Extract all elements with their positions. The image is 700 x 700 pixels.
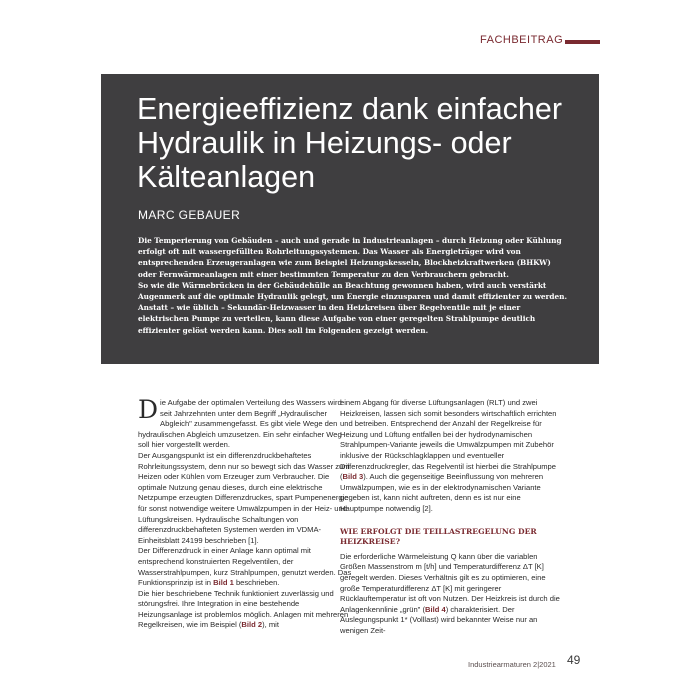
body-paragraph bbox=[138, 589, 355, 631]
lead-paragraph: Anstatt – wie üblich – Sekundär-Heizwasser in den Heizkreisen über Regelventile mit je einer elektrischen Pumpe zu verteilen, kann diese Aufgabe von einer geregelten Strahlpumpe deutlich effizienter gelöst werden kann. Dies soll im Folgenden gezeigt werden. bbox=[138, 303, 536, 335]
section-tag: FACHBEITRAG bbox=[480, 34, 564, 46]
body-column-left bbox=[138, 395, 355, 631]
body-column-right bbox=[340, 398, 562, 636]
figure-reference-link[interactable]: Bild 4 bbox=[425, 604, 446, 614]
paragraph-text: Der Differenzdruck in einer Anlage kann optimal mit entsprechend konstruierten Regelventilen, der Wasserstrahlpumpen, kurz Strahlpumpen, genutzt werden. Das Funktionsprinzip ist in bbox=[138, 546, 352, 588]
paragraph-text: ) charakterisiert. Der Auslegungspunkt 1* (Volllast) wird bekannter Weise nur an wenigen Zeit- bbox=[340, 604, 538, 635]
body-paragraph: Der Ausgangspunkt ist ein differenzdruckbehaftetes Rohrleitungssystem, denn nur so bewegt sich das Wasser zum Heizen oder Kühlen vom Erzeuger zum Verbraucher. Die optimale Nutzung genau dieses, durch eine elektrische Netzpumpe erzeugten Differenzdruckes, spart Pumpenenergie für sonst notwendige weitere Umwälzpumpen in der Heiz- und Lüftungskreisen. Hydraulische Schaltungen von differenzdruckbehafteten Systemen werden im VDMA-Einheitsblatt 24199 beschrieben [1]. bbox=[138, 450, 350, 545]
figure-reference-link[interactable]: Bild 1 bbox=[213, 578, 234, 588]
paragraph-text: einem Abgang für diverse Lüftungsanlagen (RLT) und zwei Heizkreisen, lassen sich somit besonders wirtschaftlich errichten und betreiben. Entsprechend der Anzahl der Regelkreise für Heizung und Lüftung entfallen bei der hydrodynamischen Strahlpumpen-Variante jeweils die Umwälzpumpen mit Zubehör inklusive der Rückschlagklappen und eventueller Differenzdruckregler, das Regelventil ist hierbei die Strahlpumpe ( bbox=[340, 398, 557, 482]
lead-paragraph: So wie die Wärmebrücken in der Gebäudehülle an Beachtung gewonnen haben, wird auch verstärkt Augenmerk auf die optimale Hydraulik gelegt, um Energie einzusparen und damit effizienter zu werden. bbox=[138, 280, 567, 302]
body-paragraph bbox=[138, 546, 355, 588]
section-heading: WIE ERFOLGT DIE TEILLASTREGELUNG DER HEIZKREISE? bbox=[340, 526, 537, 547]
article-title: Energieeffizienz dank einfacher Hydraulik in Heizungs- oder Kälteanlagen bbox=[137, 92, 563, 194]
article-author: MARC GEBAUER bbox=[138, 208, 241, 222]
paragraph-text: ie Aufgabe der optimalen Verteilung des Wassers wird seit Jahrzehnten unter dem Begriff „Hydraulischer Abgleich" zusammengefasst. Es gibt viele Wege den hydraulischen Abgleich umzusetzen. Ein sehr einfacher Weg soll hier vorgestellt werden. bbox=[138, 398, 342, 450]
body-paragraph bbox=[340, 552, 562, 637]
figure-reference-link[interactable]: Bild 2 bbox=[241, 620, 263, 630]
page-number: 49 bbox=[567, 653, 581, 667]
paragraph-text: ). Auch die gegenseitige Beeinflussung von mehreren Umwälzpumpen, wie es in der elektrodynamischen Variante gegeben ist, kann nicht auftreten, denn es ist nur eine Hauptpumpe notwendig [2]. bbox=[340, 472, 544, 513]
article-lead bbox=[138, 235, 570, 336]
paragraph-text: Die erforderliche Wärmeleistung Q kann über die variablen Größen Massenstrom m [t/h] und Temperaturdifferenz ΔT [K] geregelt werden. Dieses Verhältnis gilt es zu optimieren, eine große Temperaturdifferenz ΔT [K] mit geringerer Rücklauftemperatur ist oft von Nutzen. Der Heizkreis ist durch die Anlagenkennlinie „grün" ( bbox=[340, 551, 560, 614]
journal-footer: Industriearmaturen 2|2021 bbox=[468, 660, 556, 669]
section-tag-bar bbox=[565, 40, 600, 44]
paragraph-text: ), mit bbox=[262, 620, 279, 630]
body-paragraph bbox=[138, 395, 355, 451]
paragraph-text: beschrieben. bbox=[233, 578, 280, 588]
lead-paragraph: Die Temperierung von Gebäuden – auch und gerade in Industrieanlagen – durch Heizung oder Kühlung erfolgt oft mit wassergefüllten Rohrleitungssystemen. Das Wasser als Energieträger wird von entsprechenden Erzeugeranlagen wie zum Beispiel Heizungskesseln, Blockheizkraftwerken (BHKW) oder Fernwärmeanlagen mit einer bestimmten Temperatur zu den Verbrauchern gebracht. bbox=[138, 236, 562, 279]
paragraph-text: Die hier beschriebene Technik funktioniert zuverlässig und störungsfrei. Ihre Integration in eine bestehende Heizungsanlage ist problemlos möglich. Anlagen mit mehreren Regelkreisen, wie im Beispiel ( bbox=[138, 588, 349, 630]
drop-cap: D bbox=[138, 395, 159, 424]
body-paragraph bbox=[340, 398, 562, 515]
figure-reference-link[interactable]: Bild 3 bbox=[342, 472, 364, 482]
